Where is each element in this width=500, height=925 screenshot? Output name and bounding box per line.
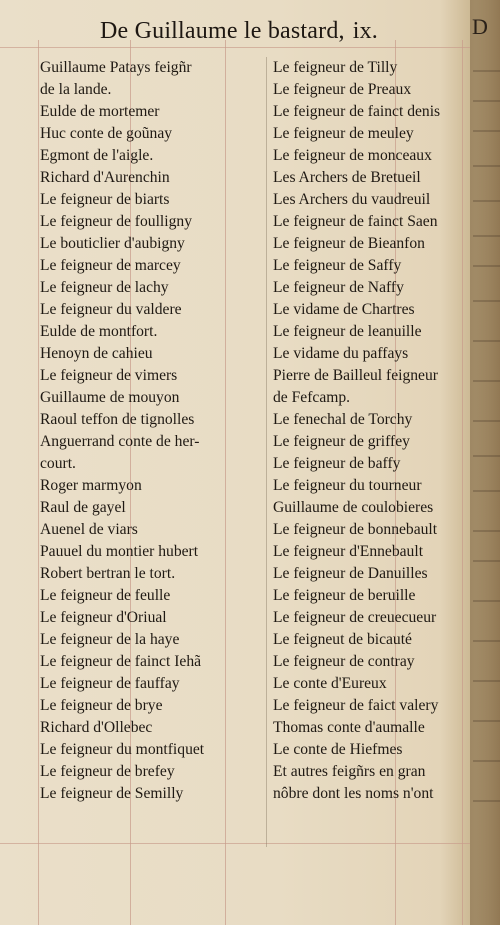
name-line: Le feigneur de brefey bbox=[40, 763, 175, 780]
right-name-column bbox=[270, 57, 470, 805]
name-line: Le feigneur de Danuilles bbox=[273, 565, 428, 582]
name-line: Le feigneur de brye bbox=[40, 697, 163, 714]
name-line: Le feigneur du montfiquet bbox=[40, 741, 205, 758]
name-line: Le feigneur de lachy bbox=[40, 279, 169, 296]
name-line: Les Archers de Bretueil bbox=[273, 169, 421, 186]
name-line: Robert bertran le tort. bbox=[40, 565, 176, 582]
name-line: Pierre de Bailleul feigneur bbox=[273, 367, 438, 384]
name-line: Le feigneur de contray bbox=[273, 653, 415, 670]
name-line: Le feigneur de Naffy bbox=[273, 279, 404, 296]
name-line: Le vidame de Chartres bbox=[273, 301, 415, 318]
name-line: Le feigneur de vimers bbox=[40, 367, 178, 384]
ink-bleed-mark bbox=[473, 265, 500, 267]
name-line: Le feigneur de Bieanfon bbox=[273, 235, 425, 252]
name-line: Le conte d'Eureux bbox=[273, 675, 387, 692]
name-line: Le vidame du paffays bbox=[273, 345, 409, 362]
name-line: Le feigneur du tourneur bbox=[273, 477, 422, 494]
ink-bleed-mark bbox=[473, 100, 500, 102]
name-line: Le feigneur de Tilly bbox=[273, 59, 398, 76]
name-line: Roger marmyon bbox=[40, 477, 142, 494]
name-line: Pauuel du montier hubert bbox=[40, 543, 199, 560]
name-line: Le feigneur de monceaux bbox=[273, 147, 432, 164]
name-line: Le feigneur de Semilly bbox=[40, 785, 184, 802]
name-line: Le feigneur de meuley bbox=[273, 125, 414, 142]
name-line: nôbre dont les noms n'ont bbox=[273, 785, 434, 802]
name-line: Le feigneur de la haye bbox=[40, 631, 180, 648]
ink-bleed-mark bbox=[473, 340, 500, 342]
name-line: Eulde de montfort. bbox=[40, 323, 158, 340]
name-line: Le feigneur du valdere bbox=[40, 301, 182, 318]
name-line: Le feigneur de feulle bbox=[40, 587, 171, 604]
ink-bleed-mark bbox=[473, 530, 500, 532]
name-line: Le bouticlier d'aubigny bbox=[40, 235, 185, 252]
name-line: Le feigneur de beruille bbox=[273, 587, 416, 604]
ink-bleed-mark bbox=[473, 760, 500, 762]
name-line: Le conte de Hiefmes bbox=[273, 741, 403, 758]
name-line: Les Archers du vaudreuil bbox=[273, 191, 431, 208]
ruling-line bbox=[0, 47, 470, 48]
name-line: Auenel de viars bbox=[40, 521, 138, 538]
ink-bleed-mark bbox=[473, 235, 500, 237]
name-line: Le feigneur de fauffay bbox=[40, 675, 180, 692]
name-line: Le feigneur de fainct Saen bbox=[273, 213, 438, 230]
name-line: Guillaume de coulobieres bbox=[273, 499, 434, 516]
name-line: Guillaume Patays feigñr bbox=[40, 59, 192, 76]
ink-bleed-mark bbox=[473, 600, 500, 602]
ink-bleed-mark bbox=[473, 455, 500, 457]
running-head-title: De Guillaume le bastard, bbox=[100, 18, 345, 44]
ink-bleed-mark bbox=[473, 130, 500, 132]
name-line: Le feigneur de foulligny bbox=[40, 213, 192, 230]
name-line: Eulde de mortemer bbox=[40, 103, 160, 120]
name-line: Le feigneur de Preaux bbox=[273, 81, 412, 98]
ruling-line bbox=[38, 40, 39, 925]
left-name-column bbox=[40, 57, 268, 805]
name-line: Le feigneur de bonnebault bbox=[273, 521, 438, 538]
name-line: Raoul teffon de tignolles bbox=[40, 411, 195, 428]
name-line: Thomas conte d'aumalle bbox=[273, 719, 425, 736]
name-line: Richard d'Aurenchin bbox=[40, 169, 170, 186]
name-line: Le feigneur de faict valery bbox=[273, 697, 439, 714]
name-line: Le feigneur de griffey bbox=[273, 433, 410, 450]
ink-bleed-mark bbox=[473, 640, 500, 642]
name-line: Egmont de l'aigle. bbox=[40, 147, 154, 164]
name-line: Anguerrand conte de her- bbox=[40, 433, 200, 450]
name-line: Le feigneur d'Ennebault bbox=[273, 543, 424, 560]
name-line: Le feigneur de fainct denis bbox=[273, 103, 441, 120]
name-line: Le feigneut de bicauté bbox=[273, 631, 412, 648]
name-line: Henoyn de cahieu bbox=[40, 345, 153, 362]
name-line: Le feigneur de baffy bbox=[273, 455, 401, 472]
name-line: de Fefcamp. bbox=[273, 389, 351, 406]
ink-bleed-mark bbox=[473, 680, 500, 682]
name-line: Le feigneur de fainct Iehã bbox=[40, 653, 202, 670]
ink-bleed-mark bbox=[473, 70, 500, 72]
ink-bleed-mark bbox=[473, 200, 500, 202]
running-head bbox=[100, 18, 440, 45]
name-line: Guillaume de mouyon bbox=[40, 389, 180, 406]
name-line: Le feigneur de biarts bbox=[40, 191, 170, 208]
name-line: Le feigneur de marcey bbox=[40, 257, 181, 274]
ink-bleed-mark bbox=[473, 800, 500, 802]
ink-bleed-mark bbox=[473, 300, 500, 302]
name-line: Le feigneur d'Oriual bbox=[40, 609, 167, 626]
name-line: Et autres feigñrs en gran bbox=[273, 763, 426, 780]
ruling-line bbox=[0, 843, 470, 844]
ink-bleed-mark bbox=[473, 420, 500, 422]
name-line: Le feigneur de Saffy bbox=[273, 257, 402, 274]
name-line: court. bbox=[40, 455, 76, 472]
next-page-edge bbox=[470, 0, 500, 925]
name-line: Le fenechal de Torchy bbox=[273, 411, 413, 428]
name-line: Le feigneur de leanuille bbox=[273, 323, 422, 340]
ink-bleed-mark bbox=[473, 380, 500, 382]
name-line: de la lande. bbox=[40, 81, 112, 98]
column-divider bbox=[266, 57, 267, 847]
ink-bleed-mark bbox=[473, 490, 500, 492]
ink-bleed-mark bbox=[473, 720, 500, 722]
ink-bleed-mark bbox=[473, 165, 500, 167]
name-line: Huc conte de goũnay bbox=[40, 125, 173, 142]
name-line: Le feigneur de creuecueur bbox=[273, 609, 437, 626]
folio-number: ix. bbox=[352, 18, 378, 44]
name-line: Richard d'Ollebec bbox=[40, 719, 153, 736]
next-page-letter: D bbox=[472, 14, 488, 39]
name-line: Raul de gayel bbox=[40, 499, 126, 516]
ink-bleed-mark bbox=[473, 560, 500, 562]
